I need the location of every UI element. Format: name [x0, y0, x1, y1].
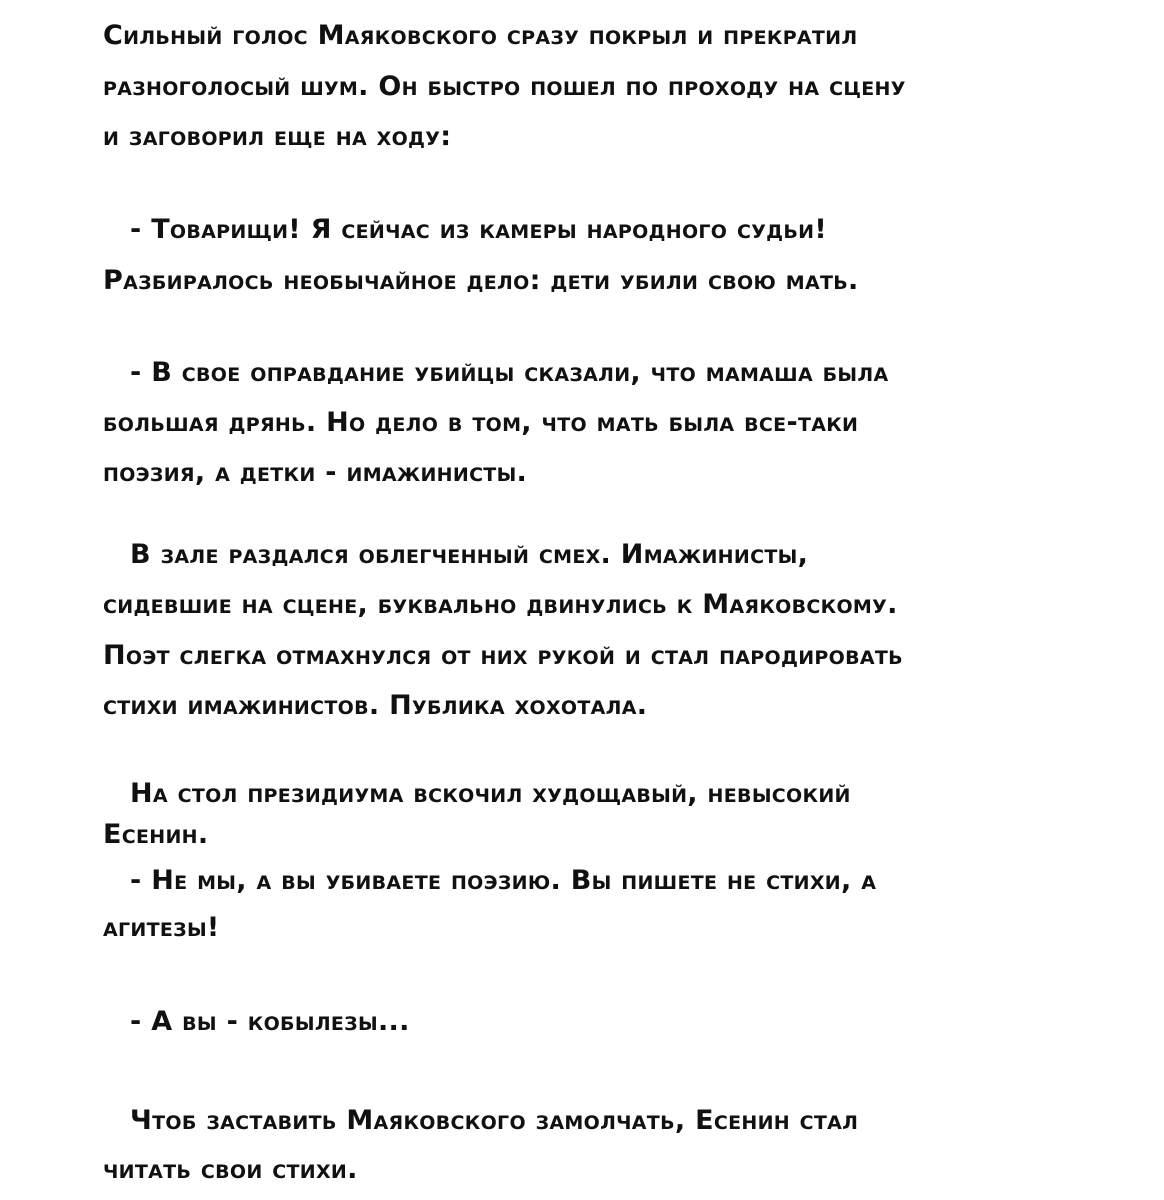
text-line: Есенин. — [103, 819, 209, 850]
text-line: Чтоб заставить Маяковского замолчать, Есенин стал — [130, 1105, 859, 1136]
text-line: большая дрянь. Но дело в том, что мать была все-таки — [103, 407, 859, 438]
text-line: разноголосый шум. Он быстро пошел по проходу на сцену — [103, 71, 906, 102]
text-line: - В свое оправдание убийцы сказали, что мамаша была — [130, 357, 889, 388]
text-line: На стол президиума вскочил худощавый, невысокий — [130, 778, 851, 809]
text-line: и заговорил еще на ходу: — [103, 121, 452, 152]
text-line: читать свои стихи. — [103, 1154, 358, 1185]
text-line: В зале раздался облегченный смех. Имажинисты, — [130, 539, 809, 570]
text-line: сидевшие на сцене, буквально двинулись к Маяковскому. — [103, 589, 898, 620]
text-line: Сильный голос Маяковского сразу покрыл и прекратил — [103, 20, 858, 51]
text-line: агитезы! — [103, 912, 220, 943]
text-line: стихи имажинистов. Публика хохотала. — [103, 690, 648, 721]
text-line: - Не мы, а вы убиваете поэзию. Вы пишете не стихи, а — [130, 865, 877, 896]
text-line: - А вы - кобылезы... — [130, 1006, 410, 1037]
text-line: поэзия, а детки - имажинисты. — [103, 457, 528, 488]
text-line: Разбиралось необычайное дело: дети убили свою мать. — [103, 265, 859, 296]
text-line: Поэт слегка отмахнулся от них рукой и стал пародировать — [103, 640, 903, 671]
text-line: - Товарищи! Я сейчас из камеры народного судьи! — [130, 214, 827, 245]
